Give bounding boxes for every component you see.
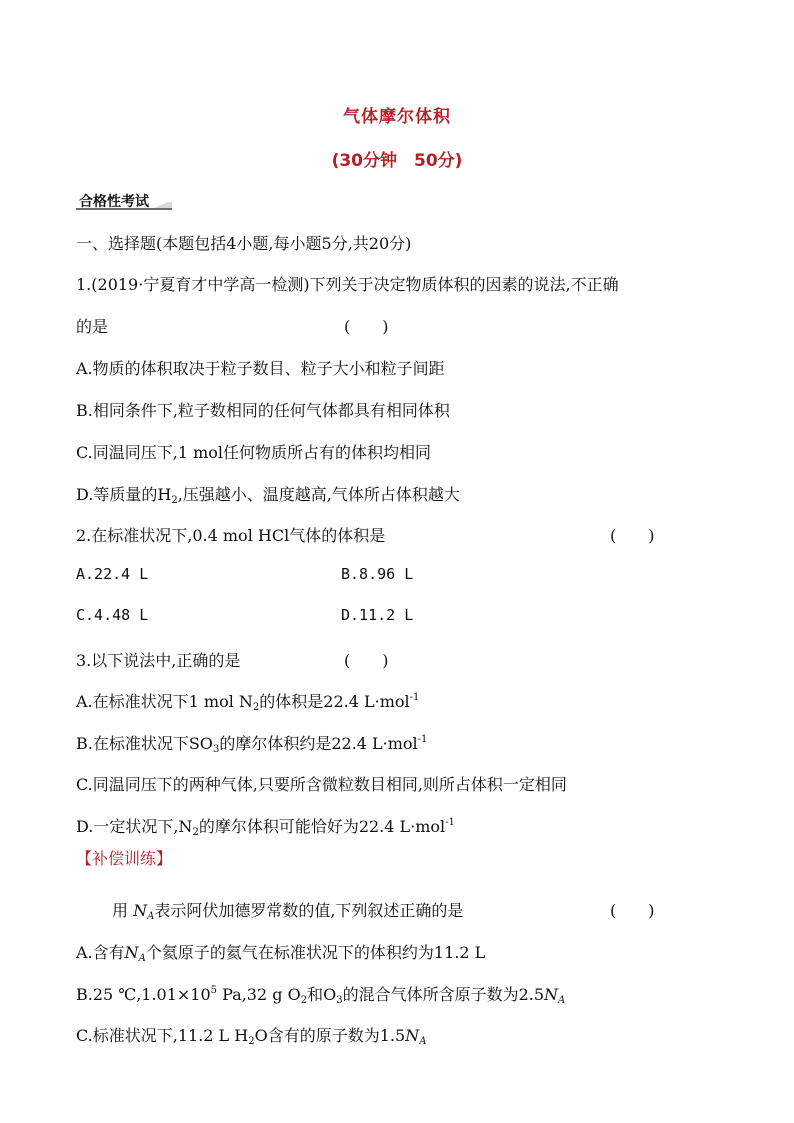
page-title: 气体摩尔体积 [343,107,451,127]
q3-option-a: A.在标准状况下1 mol $N_2$的体积是22.4 L·mol$^{-1}$ [76,692,420,713]
q2-answer-blank: ( ) [610,526,655,545]
q3-option-d: D.一定状况下$,N_2$的摩尔体积可能恰好为22.4 L·mol$^{-1}$ [76,817,455,838]
q3-answer-blank: ( ) [344,651,389,670]
q1-option-d: D.等质量的$H_2$,压强越小、温度越高,气体所占体积越大 [76,485,460,506]
q1-stem-line2: 的是 [76,317,109,336]
q1-answer-blank: ( ) [344,317,389,336]
q1-stem-line1: 1.(2019·宁夏育才中学高一检测)下列关于决定物质体积的因素的说法,不正确 [76,275,619,294]
q3-option-b: B.在标准状况下$SO_3$的摩尔体积约是22.4 L·mol$^{-1}$ [76,734,428,755]
q1-option-b: B.相同条件下,粒子数相同的任何气体都具有相同体积 [76,401,450,420]
q2-option-b: B.8.96 L [341,565,414,583]
part-heading: 一、选择题(本题包括4小题,每小题5分,共20分) [76,234,412,253]
q3-stem: 3.以下说法中,正确的是 [76,651,241,670]
bonus-answer-blank: ( ) [610,901,655,920]
bonus-option-a: A.含有$N_A$个氦原子的氦气在标准状况下的体积约为11.2 L [76,943,486,964]
section-label-box [76,190,176,210]
section-label: 合格性考试 [79,194,149,210]
q2-stem: 2.在标准状况下,0.4 mol HCl气体的体积是 [76,526,386,545]
q3-option-c: C.同温同压下的两种气体,只要所含微粒数目相同,则所占体积一定相同 [76,775,567,794]
bonus-option-c: C.标准状况下,11.2 L $H_2O$含有的原子数为$1.5N_A$ [76,1026,427,1047]
bonus-label: 【补偿训练】 [76,849,173,868]
q2-option-a: A.22.4 L [76,565,149,583]
q1-option-a: A.物质的体积取决于粒子数目、粒子大小和粒子间距 [76,359,445,378]
q2-option-c: C.4.48 L [76,606,149,624]
bonus-stem: 用 $N_A$表示阿伏加德罗常数的值,下列叙述正确的是 [112,901,464,922]
bonus-option-b: B.25 $℃,1.01\times 10^5$ Pa,32 g $O_2$和$O_3$的混合气体所含原子数为$2.5N_A$ [76,985,566,1006]
q2-option-d: D.11.2 L [341,606,414,624]
page-subtitle: (30分钟 50分) [331,151,463,171]
q1-option-c: C.同温同压下,1 mol任何物质所占有的体积均相同 [76,443,432,462]
